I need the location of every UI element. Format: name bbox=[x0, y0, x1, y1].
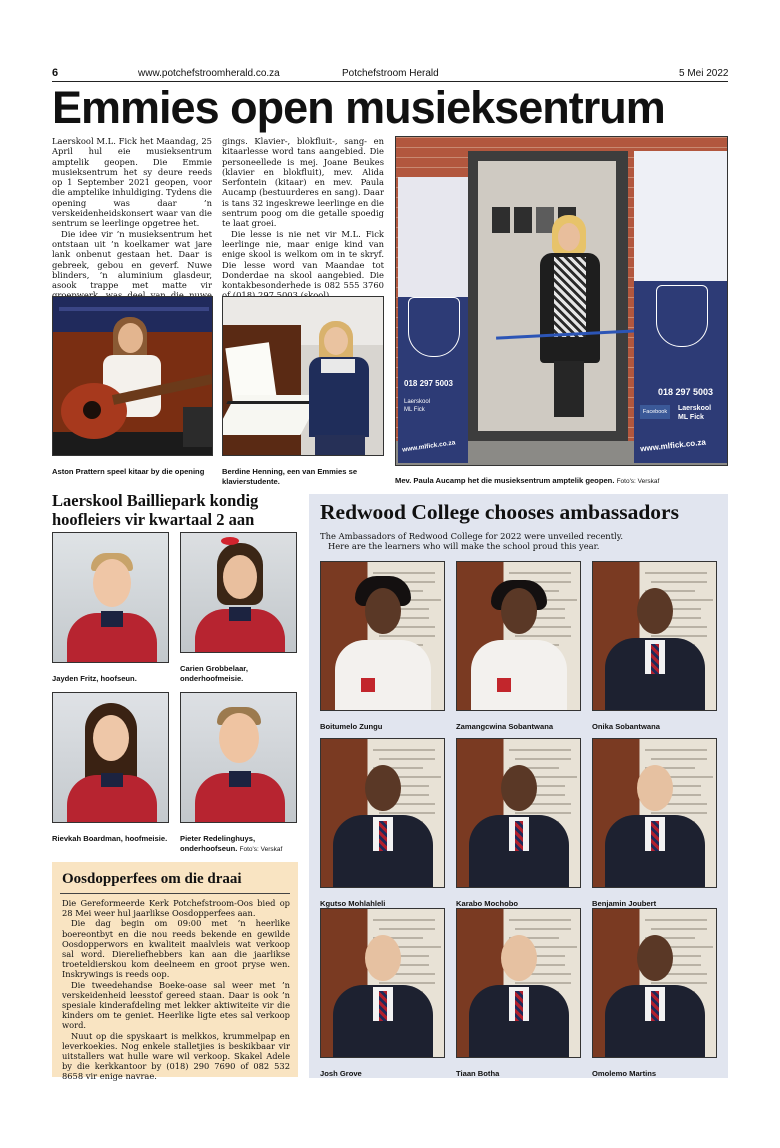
banner-url: www.mlfick.co.za bbox=[639, 437, 707, 454]
redwood-headline: Redwood College chooses ambassadors bbox=[320, 500, 679, 524]
banner-phone: 018 297 5003 bbox=[404, 379, 453, 388]
banner-left bbox=[398, 177, 468, 463]
article-paragraph: Die idee vir ’n musieksentrum het ontstaan uit ’n koelkamer wat jare lank onbenut gestaan het. Daar is gebreek, gebou en geverf. Nuwe blinders, ’n aluminium glasdeur, asook trappe met matte vir bbox=[52, 228, 212, 291]
caption-ribbon bbox=[395, 476, 735, 487]
ambassador-name: Omolemo Martins bbox=[592, 1069, 657, 1078]
article-column-1 bbox=[52, 136, 212, 311]
photo-jayden-fritz bbox=[52, 532, 169, 663]
caption-guitar: Aston Prattern speel kitaar by die opening bbox=[52, 467, 205, 476]
publication-name: Potchefstroom Herald bbox=[342, 68, 439, 79]
article-paragraph: gings. Klavier-, blokfluit-, sang- en kitaarlesse word tans aangebied. Die personeellede is mej. Joane Beukes (klavier en blokfluit), mev. Alida Serfontein (kitaar) en mev. Paula Aucamp (bestuurderes en sang). Daar is tans 32 ingeskrewe leerlinge en die sentrum poog om die getalle spoedig te laat groei. bbox=[222, 136, 384, 229]
article-column-2 bbox=[222, 136, 384, 301]
redwood-intro-line1: The Ambassadors of Redwood College for 2022 were unveiled recently. bbox=[320, 531, 624, 541]
photo-pieter-redelinghuys bbox=[180, 692, 297, 823]
ambassador-photo bbox=[320, 908, 445, 1058]
oosdopper-headline: Oosdopperfees om die draai bbox=[62, 871, 242, 887]
banner-school-line1: Laerskool bbox=[404, 399, 431, 405]
bailliepark-headline bbox=[52, 491, 302, 529]
oosdopper-rule bbox=[60, 893, 290, 894]
ambassador-name: Benjamin Joubert bbox=[592, 899, 657, 908]
ambassador-photo bbox=[456, 908, 581, 1058]
ambassador-name: Boitumelo Zungu bbox=[320, 722, 383, 731]
banner-url: www.mlfick.co.za bbox=[401, 439, 456, 454]
photo-rievkah-boardman bbox=[52, 692, 169, 823]
article-paragraph: Die tweedehandse Boeke-oase sal weer met ’n verskeidenheid leesstof gereed staan. Daar is ook ’n spesiale kinderafdeling met lekker aktiwiteite vir die kinders om te geniet. Heerlike ligte etes sal verkoop word. bbox=[62, 979, 290, 1031]
bailliepark-headline-line2: hoofleiers vir kwartaal 2 aan bbox=[52, 510, 255, 529]
photo-carien-grobbelaar bbox=[180, 532, 297, 653]
article-paragraph: Die Gereformeerde Kerk Potchefstroom-Oos bied op 28 Mei weer hul jaarlikse Oosdopperfees aan. bbox=[62, 898, 290, 919]
main-headline: Emmies open musieksentrum bbox=[52, 82, 665, 133]
ambassador-name: Tiaan Botha bbox=[456, 1069, 500, 1078]
ambassador-photo bbox=[456, 561, 581, 711]
crest-icon bbox=[656, 285, 708, 347]
photo-guitar-player bbox=[52, 296, 213, 456]
ambassador-name: Kgutso Mohlahleli bbox=[320, 899, 386, 908]
photo-credit: Foto's: Verskaf bbox=[616, 478, 660, 485]
bailliepark-headline-line1: Laerskool Bailliepark kondig bbox=[52, 491, 259, 510]
ambassador-photo bbox=[320, 561, 445, 711]
website: www.potchefstroomherald.co.za bbox=[138, 68, 280, 79]
ambassador-photo bbox=[592, 561, 717, 711]
article-paragraph: Laerskool M.L. Fick het Maandag, 25 April hul eie musieksentrum amptelik geopen. Die Emmie musieksentrum het sy deure reeds op 1 September 2021 geopen, voor die amptelike inhuldiging. Tydens die opening was daar ’n verskeidenheidskonsert waar van die sentrum se leerlinge opgetree het. bbox=[52, 136, 213, 229]
ambassador-photo bbox=[592, 738, 717, 888]
photo-piano-player bbox=[222, 296, 384, 456]
caption-ribbon-text: Mev. Paula Aucamp het die musieksentrum amptelik geopen. bbox=[395, 476, 615, 485]
caption-leader: Carien Grobbelaar, onderhoofmeisie. bbox=[180, 664, 248, 683]
banner-phone: 018 297 5003 bbox=[658, 387, 714, 397]
oosdopper-body bbox=[62, 898, 290, 1082]
caption-leader: Jayden Fritz, hoofseun. bbox=[52, 674, 137, 683]
ambassador-name: Josh Grove bbox=[320, 1069, 362, 1078]
ambassador-name: Zamangcwina Sobantwana bbox=[456, 722, 554, 731]
redwood-intro-line2: Here are the learners who will make the school proud this year. bbox=[328, 541, 600, 552]
facebook-icon: Facebook bbox=[640, 405, 670, 419]
caption-leader-with-credit bbox=[180, 834, 300, 854]
issue-date: 5 Mei 2022 bbox=[679, 68, 729, 79]
page-number: 6 bbox=[52, 67, 59, 79]
photo-credit: Foto's: Verskaf bbox=[239, 845, 283, 853]
crest-icon bbox=[408, 297, 460, 357]
caption-leader: Pieter Redelinghuys, onderhoofseun. bbox=[180, 834, 256, 853]
photo-ribbon-cutting bbox=[395, 136, 728, 466]
ambassador-name: Karabo Mochobo bbox=[456, 899, 519, 908]
banner-school-line1: Laerskool bbox=[678, 405, 712, 412]
ambassador-name: Onika Sobantwana bbox=[592, 722, 660, 731]
ambassador-photo bbox=[592, 908, 717, 1058]
caption-leader: Rievkah Boardman, hoofmeisie. bbox=[52, 834, 168, 843]
article-paragraph: Nuut op die spyskaart is melkkos, krummelpap en leverkoekies. Nog enkele stalletjies is beskikbaar vir uitstallers wat hulle ware wil verkoop. Skakel Adele by die kerkkantoor by (018) 290 7690 of 082 532 8658 vir enige navrae. bbox=[62, 1030, 290, 1082]
banner-school-line2: ML Fick bbox=[678, 414, 704, 421]
ambassador-photo bbox=[456, 738, 581, 888]
banner-right bbox=[634, 151, 728, 463]
article-paragraph: Die dag begin om 09:00 met ’n heerlike boereontbyt en die nou reeds bekende en gewilde Oosdopperwors en kwaliteit maalvleis wat verkoop sal word. Diereliefhebbers kan aan die jaarlikse troeteldierskou kom deelneem en groot pryse wen. Inskrywings is reeds oop. bbox=[62, 918, 290, 980]
article-paragraph: Die lesse is nie net vir M.L. Fick leerlinge nie, maar enige kind van enige skool is welkom om in te skryf. Die lesse word van Maandae tot Donderdae na skool aangebied. Die kontakbesonderhede is 082 555 3760 bbox=[222, 228, 384, 291]
banner-school-line2: ML Fick bbox=[404, 407, 425, 413]
redwood-intro bbox=[320, 531, 720, 552]
caption-piano: Berdine Henning, een van Emmies se klavierstudente. bbox=[222, 467, 358, 486]
ambassador-photo bbox=[320, 738, 445, 888]
